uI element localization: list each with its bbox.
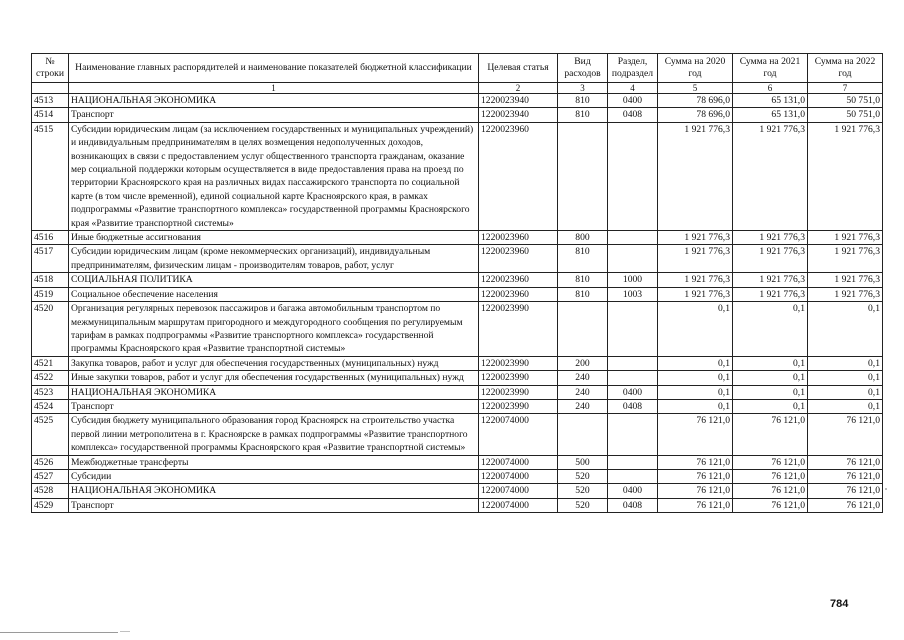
sum-2022-cell: 0,1 bbox=[808, 399, 883, 413]
sum-2021-cell: 76 121,0 bbox=[733, 414, 808, 455]
sum-2020-cell: 1 921 776,3 bbox=[658, 273, 733, 287]
sum-2022-cell: 50 751,0 bbox=[808, 94, 883, 108]
name-cell: Субсидия бюджету муниципального образования город Красноярск на строительство участка первой линии метрополитена в г. Красноярске в рамках подпрограммы «Развитие транспортного комплекса» государственной программы Красноярского края «Развитие транспортной системы» bbox=[69, 414, 479, 455]
table-row bbox=[32, 498, 883, 512]
sum-2021-cell: 1 921 776,3 bbox=[733, 231, 808, 245]
target-article-cell: 1220023960 bbox=[479, 245, 558, 273]
sum-2020-cell: 76 121,0 bbox=[658, 469, 733, 483]
section-cell bbox=[608, 245, 658, 273]
expense-kind-cell bbox=[558, 302, 608, 357]
expense-kind-cell: 200 bbox=[558, 356, 608, 370]
row-number-cell: 4514 bbox=[32, 108, 69, 122]
header-section: Раздел, подраздел bbox=[608, 54, 658, 83]
column-number bbox=[32, 83, 69, 94]
target-article-cell: 1220023960 bbox=[479, 122, 558, 230]
expense-kind-cell: 240 bbox=[558, 399, 608, 413]
section-cell: 1003 bbox=[608, 287, 658, 301]
sum-2022-cell: 1 921 776,3 bbox=[808, 122, 883, 230]
table-row bbox=[32, 122, 883, 230]
section-cell bbox=[608, 371, 658, 385]
sum-2021-cell: 76 121,0 bbox=[733, 469, 808, 483]
name-cell: Социальное обеспечение населения bbox=[69, 287, 479, 301]
target-article-cell: 1220023990 bbox=[479, 399, 558, 413]
target-article-cell: 1220023960 bbox=[479, 287, 558, 301]
target-article-cell: 1220023940 bbox=[479, 108, 558, 122]
header-expense-kind: Вид расходов bbox=[558, 54, 608, 83]
expense-kind-cell: 520 bbox=[558, 469, 608, 483]
sum-2022-cell: 1 921 776,3 bbox=[808, 273, 883, 287]
name-cell: Транспорт bbox=[69, 108, 479, 122]
column-number: 4 bbox=[608, 83, 658, 94]
sum-2022-cell: 1 921 776,3 bbox=[808, 245, 883, 273]
target-article-cell: 1220023990 bbox=[479, 385, 558, 399]
name-cell: Транспорт bbox=[69, 399, 479, 413]
sum-2022-cell: 50 751,0 bbox=[808, 108, 883, 122]
sum-2020-cell: 1 921 776,3 bbox=[658, 245, 733, 273]
sum-2021-cell: 76 121,0 bbox=[733, 455, 808, 469]
section-cell bbox=[608, 455, 658, 469]
name-cell: НАЦИОНАЛЬНАЯ ЭКОНОМИКА bbox=[69, 385, 479, 399]
target-article-cell: 1220023960 bbox=[479, 273, 558, 287]
table-row bbox=[32, 302, 883, 357]
table-row bbox=[32, 356, 883, 370]
row-number-cell: 4515 bbox=[32, 122, 69, 230]
sum-2022-cell: 76 121,0 bbox=[808, 414, 883, 455]
expense-kind-cell bbox=[558, 122, 608, 230]
budget-table bbox=[31, 53, 883, 513]
sum-2020-cell: 78 696,0 bbox=[658, 94, 733, 108]
scan-artifact-dot bbox=[885, 488, 887, 490]
sum-2020-cell: 1 921 776,3 bbox=[658, 231, 733, 245]
table-row bbox=[32, 94, 883, 108]
target-article-cell: 1220023990 bbox=[479, 302, 558, 357]
header-sum-2020: Сумма на 2020 год bbox=[658, 54, 733, 83]
target-article-cell: 1220074000 bbox=[479, 498, 558, 512]
name-cell: Иные бюджетные ассигнования bbox=[69, 231, 479, 245]
section-cell bbox=[608, 302, 658, 357]
scan-artifact-dash bbox=[120, 631, 130, 632]
row-number-cell: 4518 bbox=[32, 273, 69, 287]
column-number: 6 bbox=[733, 83, 808, 94]
name-cell: Субсидии юридическим лицам (кроме некоммерческих организаций), индивидуальным предпринимателям, физическим лицам - производителям товаров, работ, услуг bbox=[69, 245, 479, 273]
name-cell: СОЦИАЛЬНАЯ ПОЛИТИКА bbox=[69, 273, 479, 287]
section-cell: 0400 bbox=[608, 484, 658, 498]
sum-2021-cell: 1 921 776,3 bbox=[733, 122, 808, 230]
table-row bbox=[32, 287, 883, 301]
column-number: 1 bbox=[69, 83, 479, 94]
expense-kind-cell: 810 bbox=[558, 94, 608, 108]
expense-kind-cell: 520 bbox=[558, 484, 608, 498]
sum-2022-cell: 76 121,0 bbox=[808, 469, 883, 483]
sum-2022-cell: 1 921 776,3 bbox=[808, 287, 883, 301]
name-cell: Субсидии юридическим лицам (за исключением государственных и муниципальных учреждений) и индивидуальным предпринимателям в целях возмещения недополученных доходов, возникающих в связи с предоставлением услуг общественного транспорта гражданам, оказание мер социальной поддержки которым осуществляется в виде предоставления права на проезд по территории Красноярского края на различных видах пассажирского транспорта по социальной карте (в том числе временной), единой социальной карте Красноярского края, в рамках подпрограммы «Развитие транспортного комплекса» государственной программы Красноярского края «Развитие транспортной системы» bbox=[69, 122, 479, 230]
name-cell: НАЦИОНАЛЬНАЯ ЭКОНОМИКА bbox=[69, 94, 479, 108]
sum-2020-cell: 1 921 776,3 bbox=[658, 122, 733, 230]
header-sum-2021: Сумма на 2021 год bbox=[733, 54, 808, 83]
sum-2021-cell: 76 121,0 bbox=[733, 498, 808, 512]
column-number-row bbox=[32, 83, 883, 94]
table-row bbox=[32, 245, 883, 273]
row-number-cell: 4523 bbox=[32, 385, 69, 399]
expense-kind-cell: 520 bbox=[558, 498, 608, 512]
row-number-cell: 4526 bbox=[32, 455, 69, 469]
sum-2020-cell: 0,1 bbox=[658, 356, 733, 370]
target-article-cell: 1220074000 bbox=[479, 469, 558, 483]
page-number: 784 bbox=[830, 598, 849, 610]
section-cell: 0400 bbox=[608, 385, 658, 399]
sum-2022-cell: 76 121,0 bbox=[808, 484, 883, 498]
header-target-article: Целевая статья bbox=[479, 54, 558, 83]
name-cell: НАЦИОНАЛЬНАЯ ЭКОНОМИКА bbox=[69, 484, 479, 498]
table-row bbox=[32, 231, 883, 245]
name-cell: Организация регулярных перевозок пассажиров и багажа автомобильным транспортом по межмуниципальным маршрутам пригородного и междугородного сообщения по регулируемым тарифам в рамках подпрограммы «Развитие транспортного комплекса» государственной программы Красноярского края «Развитие транспортной системы» bbox=[69, 302, 479, 357]
sum-2022-cell: 0,1 bbox=[808, 302, 883, 357]
sum-2020-cell: 0,1 bbox=[658, 302, 733, 357]
section-cell bbox=[608, 122, 658, 230]
sum-2021-cell: 0,1 bbox=[733, 356, 808, 370]
table-body bbox=[32, 94, 883, 513]
sum-2021-cell: 65 131,0 bbox=[733, 108, 808, 122]
expense-kind-cell: 810 bbox=[558, 245, 608, 273]
sum-2021-cell: 0,1 bbox=[733, 302, 808, 357]
sum-2021-cell: 1 921 776,3 bbox=[733, 245, 808, 273]
sum-2022-cell: 0,1 bbox=[808, 371, 883, 385]
target-article-cell: 1220023990 bbox=[479, 371, 558, 385]
table-row bbox=[32, 469, 883, 483]
section-cell bbox=[608, 414, 658, 455]
row-number-cell: 4529 bbox=[32, 498, 69, 512]
sum-2021-cell: 1 921 776,3 bbox=[733, 273, 808, 287]
section-cell: 0408 bbox=[608, 108, 658, 122]
sum-2021-cell: 76 121,0 bbox=[733, 484, 808, 498]
row-number-cell: 4528 bbox=[32, 484, 69, 498]
column-number: 7 bbox=[808, 83, 883, 94]
section-cell: 0408 bbox=[608, 498, 658, 512]
section-cell bbox=[608, 231, 658, 245]
section-cell bbox=[608, 469, 658, 483]
target-article-cell: 1220074000 bbox=[479, 414, 558, 455]
header-sum-2022: Сумма на 2022 год bbox=[808, 54, 883, 83]
section-cell: 0408 bbox=[608, 399, 658, 413]
sum-2021-cell: 0,1 bbox=[733, 399, 808, 413]
table-row bbox=[32, 414, 883, 455]
expense-kind-cell: 810 bbox=[558, 273, 608, 287]
expense-kind-cell: 240 bbox=[558, 385, 608, 399]
column-number: 2 bbox=[479, 83, 558, 94]
row-number-cell: 4522 bbox=[32, 371, 69, 385]
header-name: Наименование главных распорядителей и наименование показателей бюджетной классификации bbox=[69, 54, 479, 83]
target-article-cell: 1220074000 bbox=[479, 455, 558, 469]
sum-2020-cell: 76 121,0 bbox=[658, 484, 733, 498]
table-row bbox=[32, 108, 883, 122]
sum-2022-cell: 0,1 bbox=[808, 356, 883, 370]
header-row-number: № строки bbox=[32, 54, 69, 83]
sum-2021-cell: 0,1 bbox=[733, 371, 808, 385]
row-number-cell: 4520 bbox=[32, 302, 69, 357]
sum-2020-cell: 1 921 776,3 bbox=[658, 287, 733, 301]
column-number: 5 bbox=[658, 83, 733, 94]
target-article-cell: 1220074000 bbox=[479, 484, 558, 498]
expense-kind-cell: 800 bbox=[558, 231, 608, 245]
table-row bbox=[32, 455, 883, 469]
sum-2020-cell: 76 121,0 bbox=[658, 414, 733, 455]
sum-2020-cell: 0,1 bbox=[658, 385, 733, 399]
target-article-cell: 1220023960 bbox=[479, 231, 558, 245]
sum-2020-cell: 76 121,0 bbox=[658, 455, 733, 469]
row-number-cell: 4521 bbox=[32, 356, 69, 370]
table-row bbox=[32, 385, 883, 399]
name-cell: Закупка товаров, работ и услуг для обеспечения государственных (муниципальных) нужд bbox=[69, 356, 479, 370]
expense-kind-cell: 240 bbox=[558, 371, 608, 385]
target-article-cell: 1220023940 bbox=[479, 94, 558, 108]
sum-2022-cell: 76 121,0 bbox=[808, 455, 883, 469]
name-cell: Транспорт bbox=[69, 498, 479, 512]
sum-2021-cell: 65 131,0 bbox=[733, 94, 808, 108]
sum-2021-cell: 0,1 bbox=[733, 385, 808, 399]
sum-2020-cell: 78 696,0 bbox=[658, 108, 733, 122]
expense-kind-cell: 810 bbox=[558, 108, 608, 122]
row-number-cell: 4513 bbox=[32, 94, 69, 108]
name-cell: Субсидии bbox=[69, 469, 479, 483]
table-row bbox=[32, 484, 883, 498]
scan-artifact-line bbox=[0, 632, 118, 633]
section-cell: 1000 bbox=[608, 273, 658, 287]
table-row bbox=[32, 371, 883, 385]
sum-2022-cell: 76 121,0 bbox=[808, 498, 883, 512]
section-cell bbox=[608, 356, 658, 370]
name-cell: Межбюджетные трансферты bbox=[69, 455, 479, 469]
expense-kind-cell: 500 bbox=[558, 455, 608, 469]
row-number-cell: 4516 bbox=[32, 231, 69, 245]
table-header-row bbox=[32, 54, 883, 83]
sum-2020-cell: 0,1 bbox=[658, 371, 733, 385]
sum-2022-cell: 0,1 bbox=[808, 385, 883, 399]
sum-2021-cell: 1 921 776,3 bbox=[733, 287, 808, 301]
row-number-cell: 4517 bbox=[32, 245, 69, 273]
row-number-cell: 4524 bbox=[32, 399, 69, 413]
section-cell: 0400 bbox=[608, 94, 658, 108]
table-row bbox=[32, 399, 883, 413]
expense-kind-cell: 810 bbox=[558, 287, 608, 301]
row-number-cell: 4519 bbox=[32, 287, 69, 301]
sum-2022-cell: 1 921 776,3 bbox=[808, 231, 883, 245]
row-number-cell: 4525 bbox=[32, 414, 69, 455]
row-number-cell: 4527 bbox=[32, 469, 69, 483]
column-number: 3 bbox=[558, 83, 608, 94]
name-cell: Иные закупки товаров, работ и услуг для обеспечения государственных (муниципальных) нужд bbox=[69, 371, 479, 385]
sum-2020-cell: 76 121,0 bbox=[658, 498, 733, 512]
expense-kind-cell bbox=[558, 414, 608, 455]
table-row bbox=[32, 273, 883, 287]
sum-2020-cell: 0,1 bbox=[658, 399, 733, 413]
target-article-cell: 1220023990 bbox=[479, 356, 558, 370]
